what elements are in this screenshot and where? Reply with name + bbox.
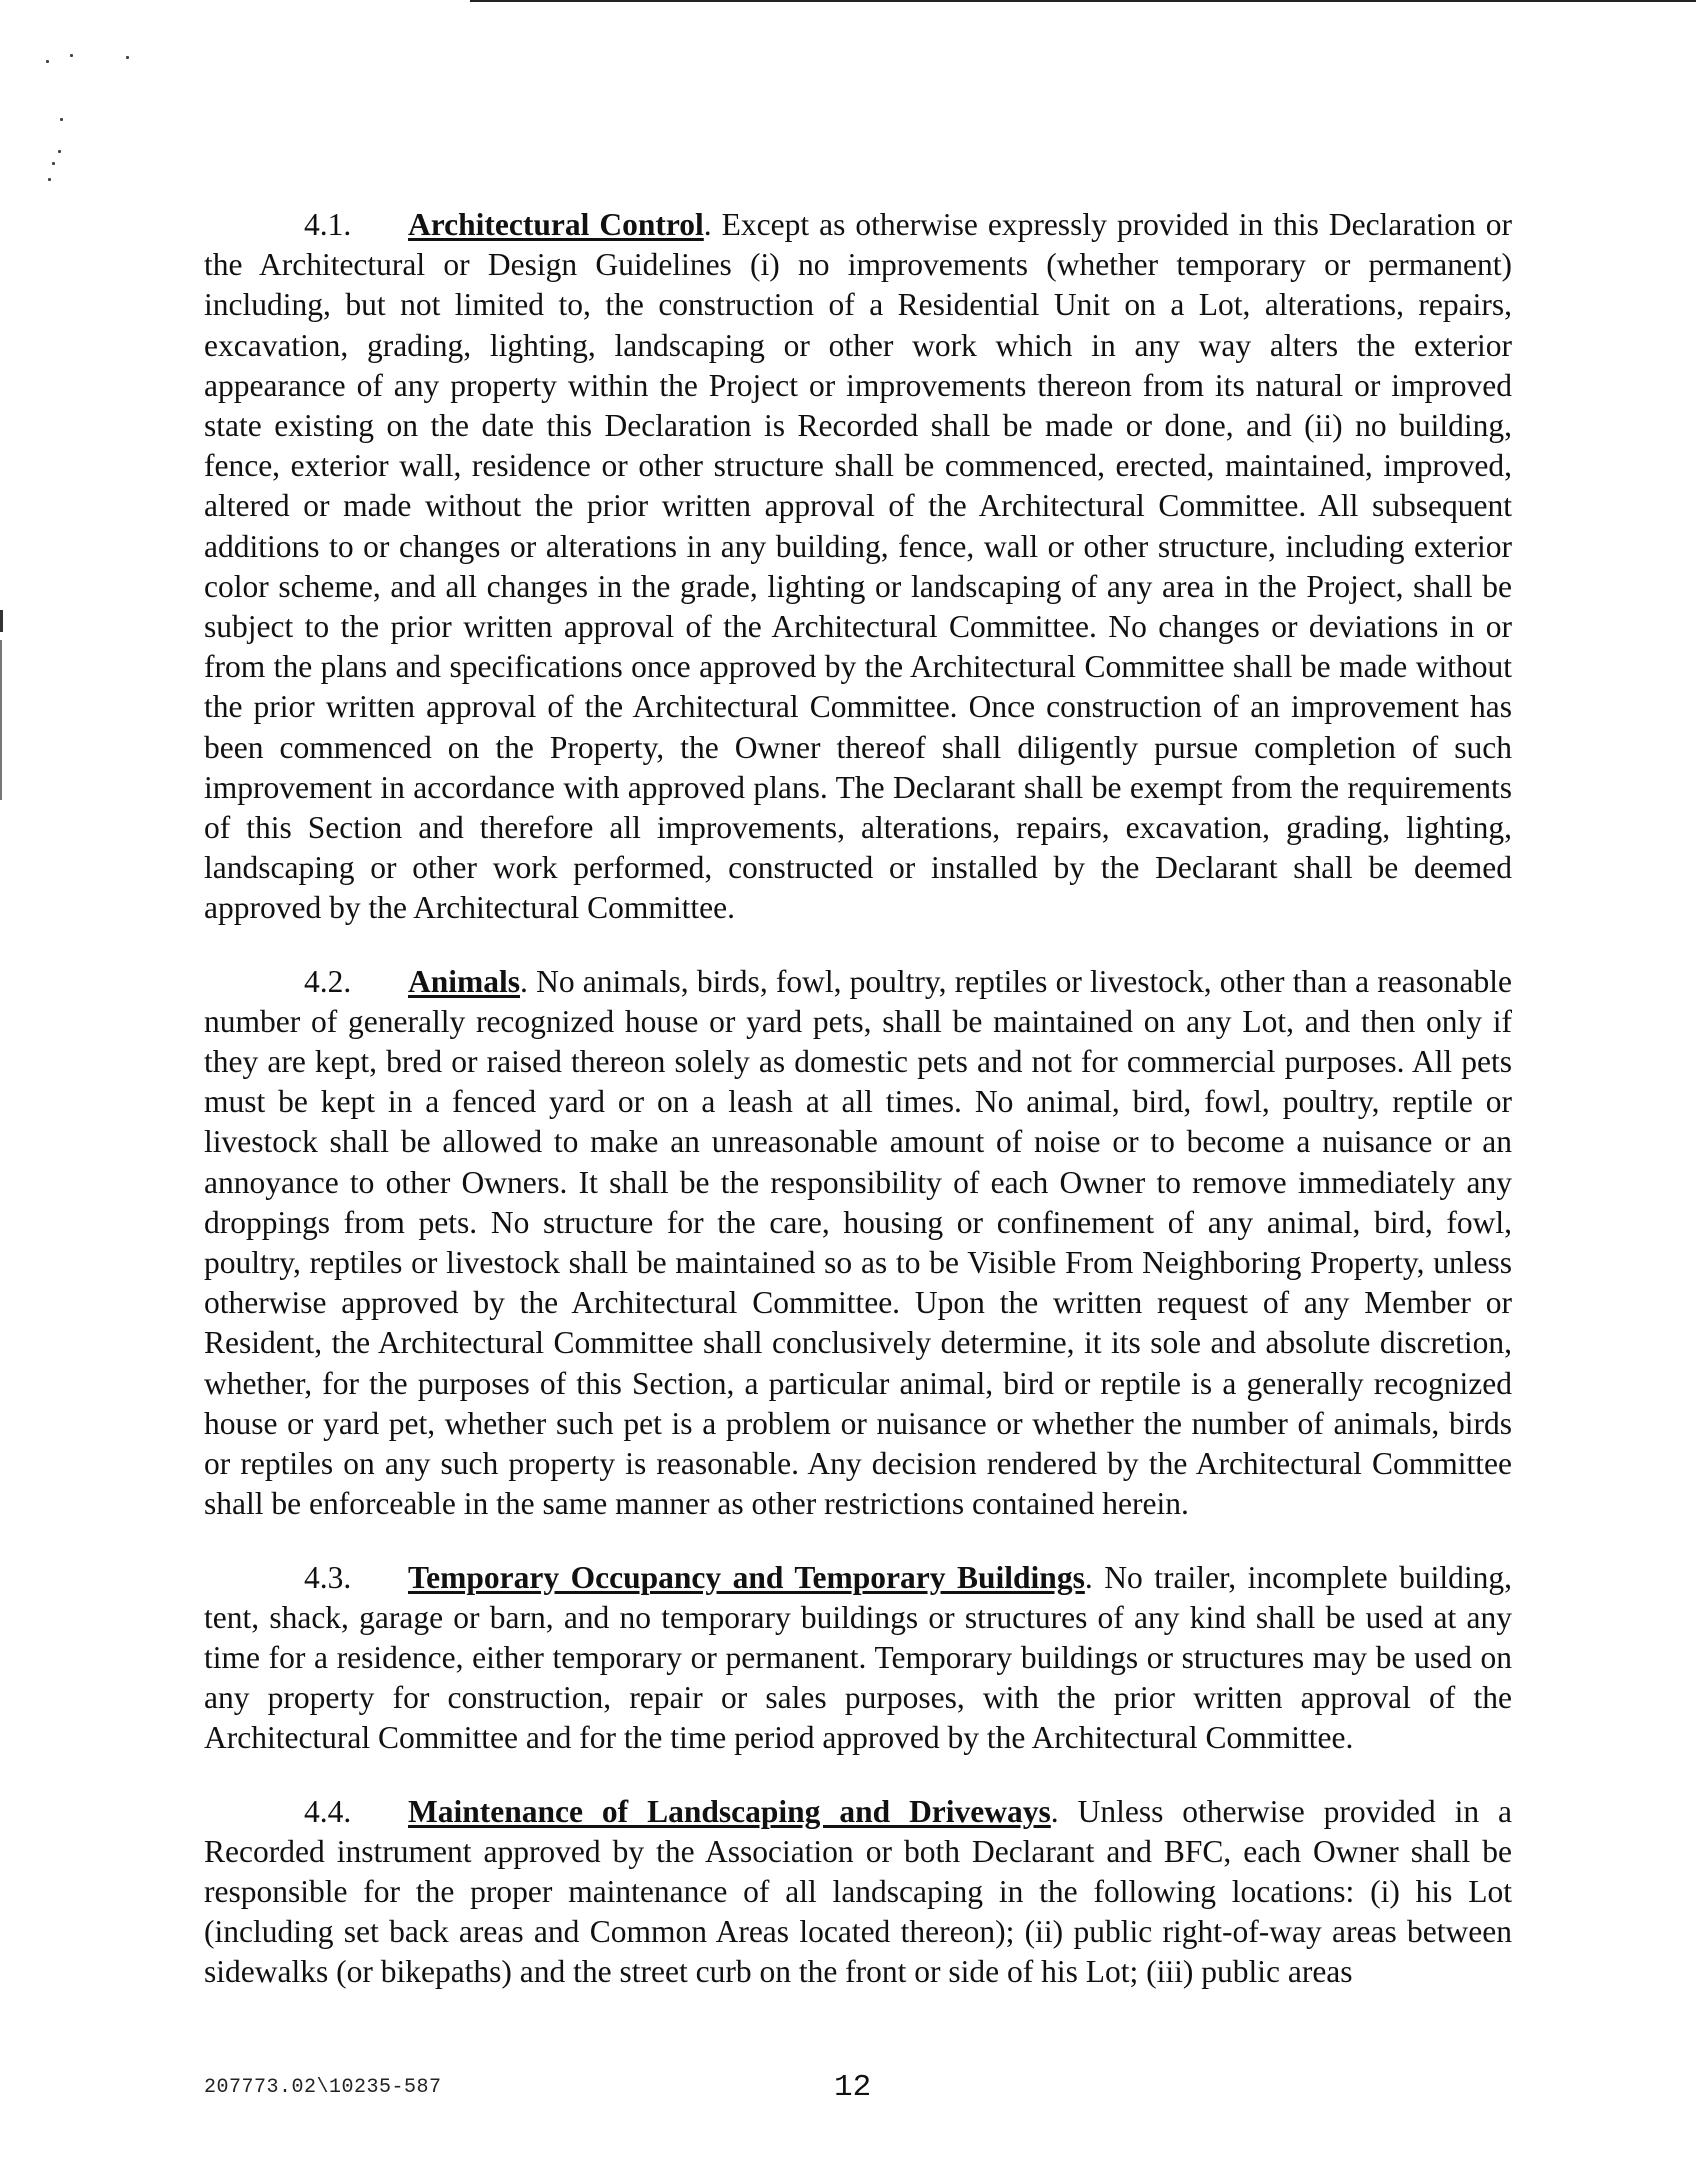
page-number: 12 (834, 2070, 872, 2105)
section-heading: Animals (408, 963, 521, 999)
section-number: 4.1. (304, 207, 352, 242)
section-text: . No trailer, incomplete building, tent, shack, garage or barn, and no temporary buildings or structures of any kind shall be used at any time for a residence, either temporary or permanent. Temporary buildings or structures may be used on any property for construction, repair or sales purposes, with the prior written approval of the Architectural Committee and for the time period approved by the Architectural Committee. (204, 1559, 1512, 1756)
section-text: . Except as otherwise expressly provided in this Declaration or the Architectural or Design Guidelines (i) no improvements (whether temporary or permanent) including, but not limited to, the construction of a Residential Unit on a Lot, alterations, repairs, excavation, grading, lighting, landscaping or other work which in any way alters the exterior appearance of any property within the Project or improvements thereon from its natural or improved state existing on the date this Declaration is Recorded shall be made or done, and (ii) no building, fence, exterior wall, residence or other structure shall be commenced, erected, maintained, improved, altered or made without the prior written approval of the Architectural Committee. All subsequent additions to or changes or alterations in any building, fence, wall or other structure, including exterior color scheme, and all changes in the grade, lighting or landscaping of any area in the Project, shall be subject to the prior written approval of the Architectural Committee. No changes or deviations in or from the plans and specifications once approved by the Architectural Committee shall be made without the prior written approval of the Architectural Committee. Once construction of an improvement has been commenced on the Property, the Owner thereof shall diligently pursue completion of such improvement in accordance with approved plans. The Declarant shall be exempt from the requirements of this Section and therefore all improvements, alterations, repairs, excavation, grading, lighting, landscaping or other work performed, constructed or installed by the Declarant shall be deemed approved by the Architectural Committee. (204, 207, 1513, 926)
section-4-4 (204, 1792, 1512, 1993)
section-paragraph (204, 962, 1512, 1525)
document-body (204, 205, 1512, 2026)
section-4-3 (204, 1558, 1512, 1759)
section-text: . Unless otherwise provided in a Recorded instrument approved by the Association or both Declarant and BFC, each Owner shall be responsible for the proper maintenance of all landscaping in the following locations: (i) his Lot (including set back areas and Common Areas located thereon); (ii) public right-of-way areas between sidewalks (or bikepaths) and the street curb on the front or side of his Lot; (iii) public areas (204, 1793, 1513, 1990)
section-heading: Architectural Control (408, 207, 704, 242)
section-heading: Temporary Occupancy and Temporary Buildings (408, 1559, 1085, 1595)
document-id: 207773.02\10235-587 (204, 2076, 442, 2099)
section-text: . No animals, birds, fowl, poultry, reptiles or livestock, other than a reasonable number of generally recognized house or yard pets, shall be maintained on any Lot, and then only if they are kept, bred or raised thereon solely as domestic pets and not for commercial purposes. All pets must be kept in a fenced yard or on a leash at all times. No animal, bird, fowl, poultry, reptile or livestock shall be allowed to make an unreasonable amount of noise or to become a nuisance or an annoyance to other Owners. It shall be the responsibility of each Owner to remove immediately any droppings from pets. No structure for the care, housing or confinement of any animal, bird, fowl, poultry, reptiles or livestock shall be maintained so as to be Visible From Neighboring Property, unless otherwise approved by the Architectural Committee. Upon the written request of any Member or Resident, the Architectural Committee shall conclusively determine, it its sole and absolute discretion, whether, for the purposes of this Section, a particular animal, bird or reptile is a generally recognized house or yard pet, whether such pet is a problem or nuisance or whether the number of animals, birds or reptiles on any such property is reasonable. Any decision rendered by the Architectural Committee shall be enforceable in the same manner as other restrictions contained herein. (204, 963, 1512, 1522)
scan-margin-tick (0, 610, 3, 632)
section-4-2 (204, 962, 1512, 1525)
scan-top-edge-line (470, 0, 1696, 2)
section-number: 4.2. (304, 963, 352, 999)
scan-margin-tick (0, 640, 2, 800)
section-number: 4.4. (304, 1793, 352, 1829)
section-number: 4.3. (304, 1559, 352, 1595)
section-heading: Maintenance of Landscaping and Driveways (408, 1793, 1051, 1829)
section-paragraph (204, 1792, 1512, 1993)
section-paragraph (204, 205, 1512, 929)
section-paragraph (204, 1558, 1512, 1759)
section-4-1 (204, 205, 1512, 929)
